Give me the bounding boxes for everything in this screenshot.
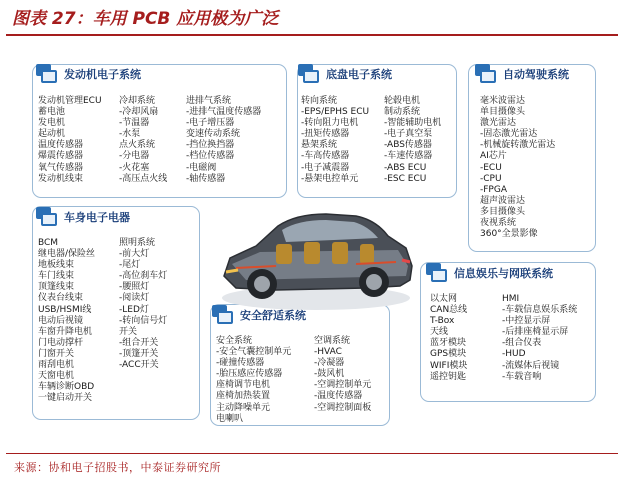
module-icon [475,64,497,84]
panel-info-title: 信息娱乐与网联系统 [454,267,553,280]
list-item: 冷却系统 [119,96,156,106]
source-divider [6,453,618,454]
panel-safety-title: 安全舒适系统 [240,309,306,322]
module-icon [36,64,58,84]
list-item: 照明系统 [119,238,156,248]
list-item: 电动后视镜 [38,315,84,326]
list-item: -电子真空泵 [384,129,433,140]
list-item: WIFI模块 [430,360,468,371]
list-item: -HUD [502,349,526,360]
panel-chassis-col2 [384,96,441,185]
list-item: -智能辅助电机 [384,118,442,129]
list-item: 单目摄像头 [480,107,526,118]
list-item: 360°全景影像 [480,229,538,240]
panel-body-col1 [38,238,95,404]
list-item: 天窗电机 [38,371,75,382]
list-item: GPS模块 [430,349,467,360]
list-item: 座椅调节电机 [216,380,271,391]
list-item: -车载信息娱乐系统 [502,305,578,316]
list-item: 超声波雷达 [480,195,526,206]
panel-engine-col2 [119,96,167,185]
list-item: -顶篷开关 [119,348,159,359]
panel-safety-col1 [216,336,291,425]
list-item: -电子增压器 [186,118,235,129]
list-item: 起动机 [38,129,66,140]
list-item: -高位刹车灯 [119,271,168,282]
list-item: -流媒体后视镜 [502,360,560,371]
list-item: -温度传感器 [314,391,363,402]
list-item: -ECU [480,162,502,173]
list-item: -ACC开关 [119,360,159,371]
list-item: 以太网 [430,294,458,304]
list-item: 车窗升降电机 [38,326,93,337]
list-item: -转向阻力电机 [301,118,359,129]
list-item: 变速传动系统 [186,129,241,140]
panel-info-col1 [430,294,467,383]
panel-chassis-header [298,64,438,84]
list-item: -ESC ECU [384,173,427,184]
list-item: -冷却风扇 [119,107,159,118]
panel-body-title: 车身电子电器 [64,211,130,224]
car-xray-icon [216,180,416,320]
list-item: 轮毂电机 [384,96,421,106]
list-item: 毫米波雷达 [480,96,526,106]
panel-info-header [426,263,594,283]
list-item: -进排气温度传感器 [186,107,262,118]
list-item: -FPGA [480,184,507,195]
list-item: -水泵 [119,129,141,140]
list-item: -LED灯 [119,304,149,315]
list-item: -高压点火线 [119,173,168,184]
list-item: -车载音响 [502,371,542,382]
module-icon [298,64,320,84]
list-item: 电喇叭 [216,413,244,424]
panel-body-col2 [119,238,167,371]
list-item: -组合仪表 [502,338,542,349]
list-item: 遥控钥匙 [430,371,467,382]
list-item: 仪表台线束 [38,293,84,304]
list-item: -电磁阀 [186,162,217,173]
list-item: 顶篷线束 [38,282,75,293]
list-item: USB/HSMI线 [38,304,92,315]
list-item: 主动降噪单元 [216,402,271,413]
list-item: 座椅加热装置 [216,391,271,402]
list-item: 蓄电池 [38,107,66,118]
list-item: -空调控制面板 [314,402,372,413]
list-item: 激光雷达 [480,118,517,129]
list-item: 点火系统 [119,140,156,151]
list-item: 车门线束 [38,271,75,282]
list-item: 发动机管理ECU [38,96,102,106]
list-item: 空调系统 [314,336,351,346]
list-item: -机械旋转激光雷达 [480,140,556,151]
list-item: -空调控制单元 [314,380,372,391]
panel-engine-title: 发动机电子系统 [64,68,141,81]
list-item: 进排气系统 [186,96,232,106]
list-item: -冷凝器 [314,358,345,369]
panel-engine-col3 [186,96,261,185]
list-item: -后排座椅显示屏 [502,327,569,338]
list-item: 发电机 [38,118,66,129]
panel-body-header [36,207,176,227]
list-item: -档位传感器 [186,151,235,162]
panel-chassis-col1 [301,96,369,185]
figure-title: 图表 27：车用 PCB 应用极为广泛 [12,9,279,29]
list-item: 夜视系统 [480,218,517,229]
panel-adas-title: 自动驾驶系统 [503,68,569,81]
list-item: 天线 [430,327,449,338]
list-item: 转向系统 [301,96,338,106]
list-item: -车速传感器 [384,151,433,162]
list-item: 爆震传感器 [38,151,84,162]
list-item: -前大灯 [119,249,150,260]
list-item: 车辆诊断OBD [38,382,95,393]
list-item: -中控显示屏 [502,316,551,327]
panel-adas-col1 [480,96,555,240]
panel-engine-header [36,64,196,84]
list-item: 开关 [119,326,138,337]
list-item: 一键启动开关 [38,393,93,404]
list-item: 门窗开关 [38,348,75,359]
panel-info-col2 [502,294,577,383]
list-item: 蓝牙模块 [430,338,467,349]
list-item: 继电器/保险丝 [38,249,96,260]
list-item: BCM [38,238,59,248]
list-item: -ABS传感器 [384,140,432,151]
list-item: 多目摄像头 [480,206,526,217]
list-item: 地板线束 [38,260,75,271]
list-item: -转向信号灯 [119,315,168,326]
panel-adas-header [475,64,595,84]
list-item: -电子减震器 [301,162,350,173]
list-item: -安全气囊控制单元 [216,347,292,358]
list-item: HMI [502,294,520,304]
list-item: -火花塞 [119,162,150,173]
list-item: -胎压感应传感器 [216,369,283,380]
list-item: -EPS/EPHS ECU [301,107,370,118]
list-item: -挡位换挡器 [186,140,235,151]
list-item: -轴传感器 [186,173,226,184]
list-item: 氧气传感器 [38,162,84,173]
module-icon [36,207,58,227]
list-item: CAN总线 [430,305,468,316]
panel-engine-col1 [38,96,102,185]
list-item: -车高传感器 [301,151,350,162]
list-item: 雨刮电机 [38,360,75,371]
list-item: T-Box [430,316,455,327]
list-item: 温度传感器 [38,140,84,151]
list-item: -阅读灯 [119,293,150,304]
list-item: 安全系统 [216,336,253,346]
list-item: -组合开关 [119,337,159,348]
list-item: -固态激光雷达 [480,129,538,140]
list-item: -ABS ECU [384,162,427,173]
list-item: -分电器 [119,151,150,162]
panel-chassis-title: 底盘电子系统 [326,68,392,81]
list-item: -悬架电控单元 [301,173,359,184]
panel-safety-col2 [314,336,371,414]
source-note: 来源：协和电子招股书，中泰证券研究所 [14,461,221,474]
list-item: 制动系统 [384,107,421,118]
list-item: -CPU [480,173,502,184]
list-item: 悬架系统 [301,140,338,151]
list-item: -碰撞传感器 [216,358,265,369]
list-item: 发动机线束 [38,173,84,184]
list-item: -HVAC [314,347,342,358]
list-item: -腰照灯 [119,282,150,293]
list-item: -节温器 [119,118,150,129]
list-item: -扭矩传感器 [301,129,350,140]
list-item: 门电动撑杆 [38,337,84,348]
title-divider [6,34,618,36]
list-item: AI芯片 [480,151,507,162]
module-icon [426,263,448,283]
list-item: -鼓风机 [314,369,345,380]
list-item: -尾灯 [119,260,141,271]
